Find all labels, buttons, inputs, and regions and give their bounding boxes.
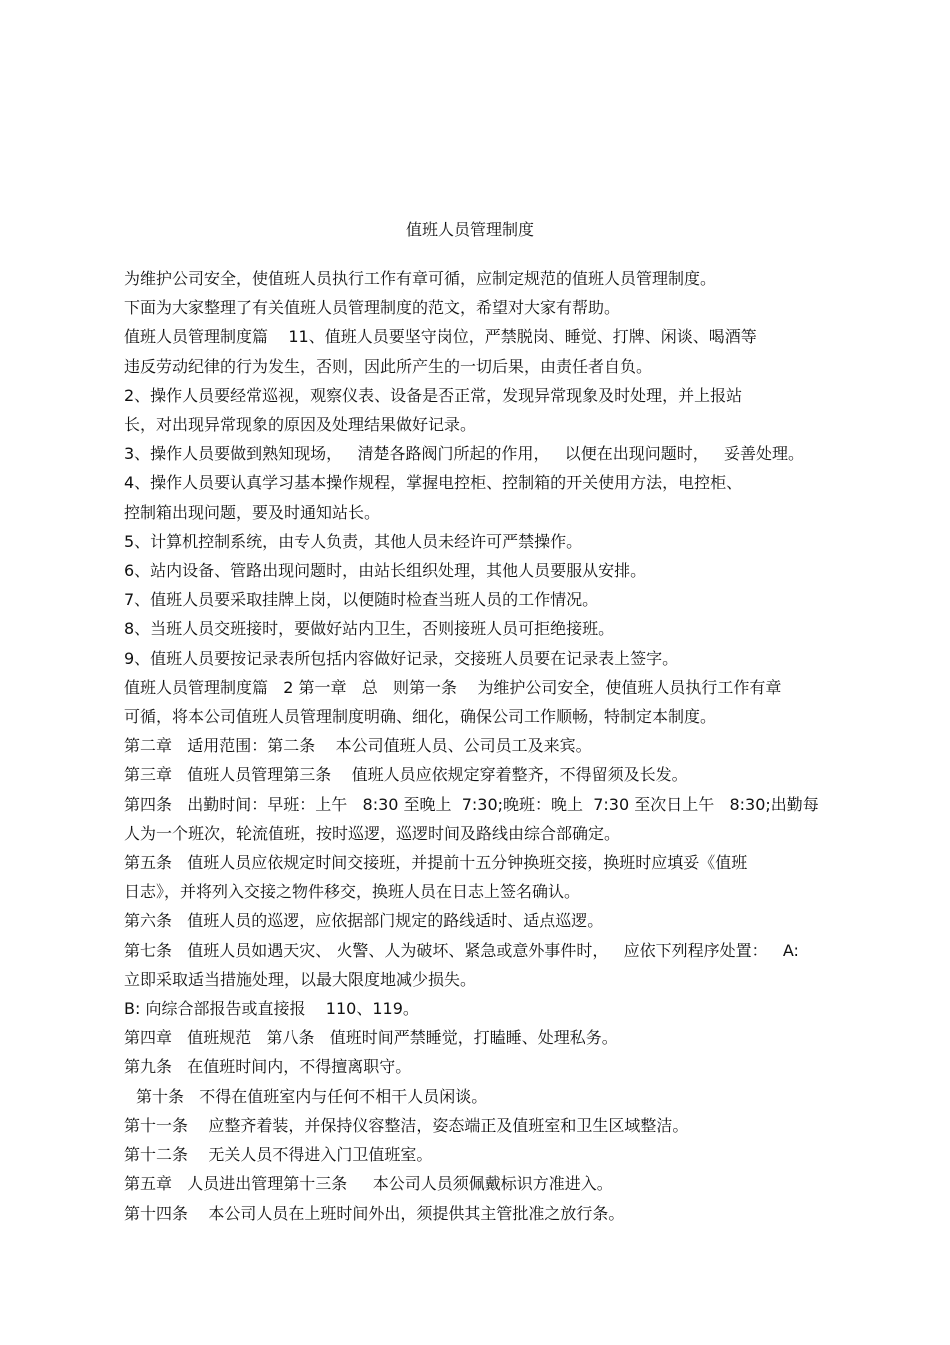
paragraph — [84, 1023, 874, 1052]
paragraph-line: 第五条 值班人员应依规定时间交接班，并提前十五分钟换班交接，换班时应填妥《值班 — [124, 853, 748, 873]
paragraph — [84, 614, 874, 643]
paragraph — [84, 644, 874, 673]
paragraph-line: 7、值班人员要采取挂牌上岗，以便随时检查当班人员的工作情况。 — [124, 590, 599, 610]
paragraph — [84, 439, 874, 468]
paragraph — [84, 293, 874, 322]
paragraph-line: 第十一条 应整齐着装，并保持仪容整洁，姿态端正及值班室和卫生区域整洁。 — [124, 1115, 689, 1135]
paragraph — [84, 790, 874, 848]
paragraph-line: 第九条 在值班时间内，不得擅离职守。 — [124, 1057, 412, 1077]
paragraph-line: 第五章 人员进出管理第十三条 本公司人员须佩戴标识方准进入。 — [124, 1174, 613, 1194]
paragraph — [84, 848, 874, 906]
paragraph — [84, 906, 874, 935]
paragraph — [84, 1052, 874, 1081]
paragraph-line: 第十四条 本公司人员在上班时间外出，须提供其主管批准之放行条。 — [124, 1203, 625, 1223]
paragraph-line: 值班人员管理制度篇 11、值班人员要坚守岗位，严禁脱岗、睡觉、打牌、闲谈、喝酒等 — [124, 327, 757, 347]
paragraph — [84, 1169, 874, 1198]
paragraph — [84, 673, 874, 731]
paragraph-line: 第四章 值班规范 第八条 值班时间严禁睡觉，打瞌睡、处理私务。 — [124, 1028, 618, 1048]
paragraph — [84, 556, 874, 585]
paragraph-line: 人为一个班次，轮流值班，按时巡逻，巡逻时间及路线由综合部确定。 — [124, 823, 621, 843]
paragraph-line: 值班人员管理制度篇 2 第一章 总 则第一条 为维护公司安全，使值班人员执行工作有章 — [124, 677, 782, 697]
paragraph-line: 立即采取适当措施处理，以最大限度地减少损失。 — [124, 969, 477, 989]
paragraph — [84, 264, 874, 293]
document-title: 值班人员管理制度 — [405, 220, 534, 239]
paragraph-line: 第十条 不得在值班室内与任何不相干人员闲谈。 — [136, 1086, 488, 1106]
paragraph-line: 第六条 值班人员的巡逻，应依据部门规定的路线适时、适点巡逻。 — [124, 911, 604, 931]
paragraph — [84, 585, 874, 614]
paragraph-line: 长，对出现异常现象的原因及处理结果做好记录。 — [124, 415, 477, 435]
paragraph — [84, 468, 874, 526]
paragraph-line: 5、计算机控制系统，由专人负责，其他人员未经许可严禁操作。 — [124, 531, 583, 551]
paragraph-line: 下面为大家整理了有关值班人员管理制度的范文，希望对大家有帮助。 — [124, 298, 621, 318]
paragraph — [84, 731, 874, 760]
document-body — [84, 264, 874, 1228]
paragraph-line: B: 向综合部报告或直接报 110、119。 — [124, 999, 419, 1019]
paragraph-line: 日志》，并将列入交接之物件移交，换班人员在日志上签名确认。 — [124, 882, 581, 902]
paragraph — [84, 322, 874, 380]
paragraph-line: 2、操作人员要经常巡视，观察仪表、设备是否正常，发现异常现象及时处理，并上报站 — [124, 385, 743, 405]
paragraph-line: 4、操作人员要认真学习基本操作规程，掌握电控柜、控制箱的开关使用方法，电控柜、 — [124, 473, 743, 493]
paragraph-line: 为维护公司安全，使值班人员执行工作有章可循，应制定规范的值班人员管理制度。 — [124, 269, 717, 288]
paragraph — [84, 936, 874, 994]
paragraph — [84, 381, 874, 439]
paragraph-line: 6、站内设备、管路出现问题时，由站长组织处理，其他人员要服从安排。 — [124, 561, 647, 581]
paragraph — [84, 527, 874, 556]
paragraph-line: 第七条 值班人员如遇天灾、 火警、人为破坏、紧急或意外事件时， 应依下列程序处置： A: — [124, 940, 799, 960]
paragraph — [84, 1111, 874, 1140]
paragraph-line: 控制箱出现问题，要及时通知站长。 — [124, 502, 381, 522]
paragraph-line: 第十二条 无关人员不得进入门卫值班室。 — [124, 1145, 433, 1165]
paragraph-line: 第二章 适用范围：第二条 本公司值班人员、公司员工及来宾。 — [124, 736, 592, 756]
paragraph — [84, 760, 874, 789]
paragraph-line: 8、当班人员交班接时，要做好站内卫生，否则接班人员可拒绝接班。 — [124, 619, 615, 639]
paragraph-line: 3、操作人员要做到熟知现场， 清楚各路阀门所起的作用， 以便在出现问题时， 妥善处理。 — [124, 444, 804, 464]
paragraph-line: 第四条 出勤时间：早班：上午 8:30 至晚上 7:30;晚班：晚上 7:30 至次日上午 8:30;出勤每 — [124, 794, 819, 814]
paragraph — [84, 1082, 874, 1111]
paragraph-line: 第三章 值班人员管理第三条 值班人员应依规定穿着整齐，不得留须及长发。 — [124, 765, 688, 785]
paragraph — [84, 1199, 874, 1228]
paragraph — [84, 1140, 874, 1169]
paragraph — [84, 994, 874, 1023]
paragraph-line: 9、值班人员要按记录表所包括内容做好记录，交接班人员要在记录表上签字。 — [124, 648, 679, 668]
paragraph-line: 可循，将本公司值班人员管理制度明确、细化，确保公司工作顺畅，特制定本制度。 — [124, 707, 717, 727]
paragraph-line: 违反劳动纪律的行为发生，否则，因此所产生的一切后果，由责任者自负。 — [124, 356, 653, 376]
